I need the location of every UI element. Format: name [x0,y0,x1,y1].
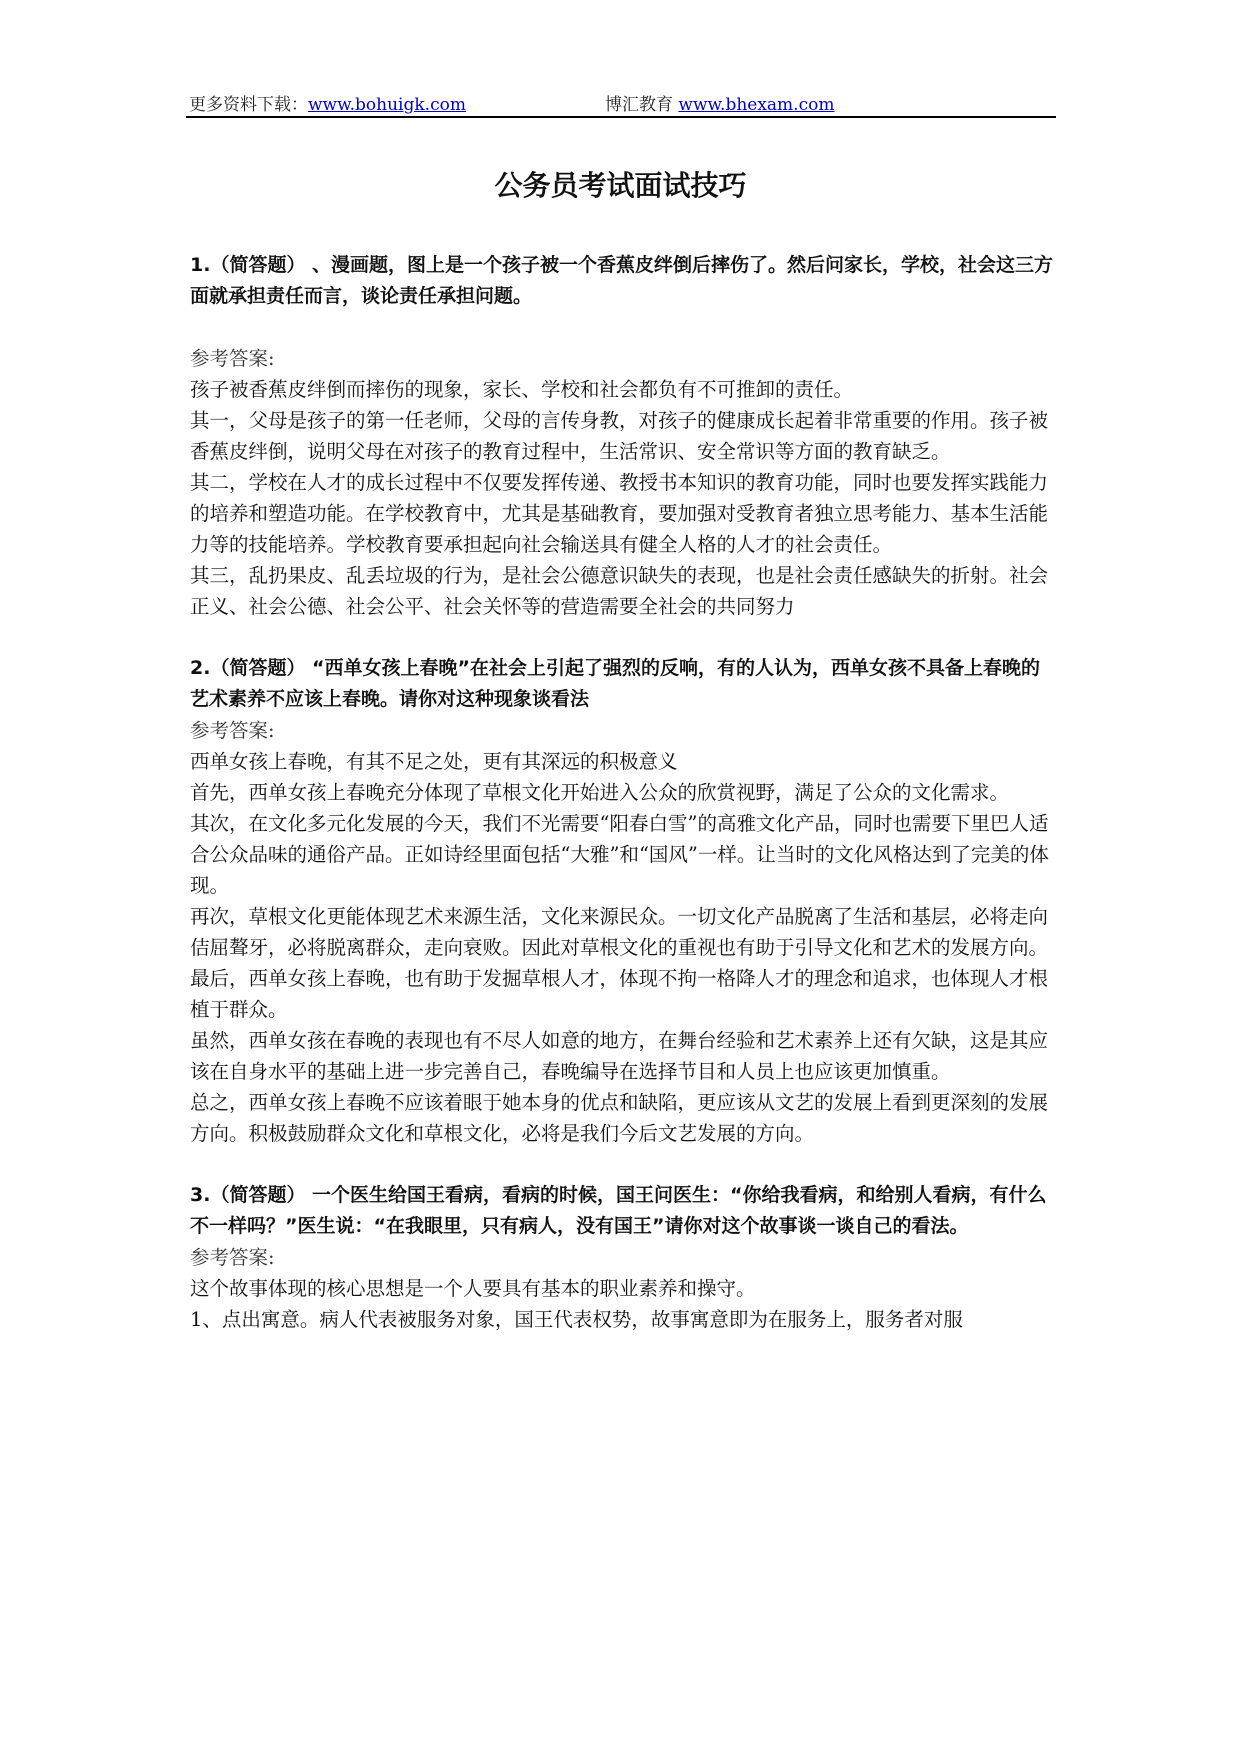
brand-info [605,90,834,115]
brand-label: 博汇教育 [605,95,679,115]
download-label: 更多资料下载： [189,95,308,115]
question-2: 2.（简答题） “西单女孩上春晚”在社会上引起了强烈的反响，有的人认为，西单女孩不具备上春晚的艺术素养不应该上春晚。请你对这种现象谈看法 [190,657,1041,710]
answer-1-paragraph: 其三，乱扔果皮、乱丢垃圾的行为，是社会公德意识缺失的表现，也是社会责任感缺失的折射。社会正义、社会公德、社会公平、社会关怀等的营造需要全社会的共同努力 [190,564,1049,618]
answer-2-paragraph: 其次，在文化多元化发展的今天，我们不光需要“阳春白雪”的高雅文化产品，同时也需要下里巴人适合公众品味的通俗产品。正如诗经里面包括“大雅”和“国风”一样。让当时的文化风格达到了完美的体现。 [190,812,1049,897]
page-title: 公务员考试面试技巧 [494,169,747,202]
answer-2-paragraph: 虽然，西单女孩在春晚的表现也有不尽人如意的地方，在舞台经验和艺术素养上还有欠缺，这是其应该在自身水平的基础上进一步完善自己，春晚编导在选择节目和人员上也应该更加慎重。 [190,1029,1049,1083]
bohuigk-link[interactable]: www.bohuigk.com [308,95,466,115]
answer-2-paragraph: 西单女孩上春晚，有其不足之处，更有其深远的积极意义 [190,750,678,773]
answer-1-paragraph: 孩子被香蕉皮绊倒而摔伤的现象，家长、学校和社会都负有不可推卸的责任。 [190,378,854,401]
answer-2-paragraph: 首先，西单女孩上春晚充分体现了草根文化开始进入公众的欣赏视野，满足了公众的文化需求。 [190,781,1010,804]
spacer [190,1149,1058,1180]
download-info [189,90,466,115]
question-1: 1.（简答题） 、漫画题，图上是一个孩子被一个香蕉皮绊倒后摔伤了。然后问家长，学校，社会这三方面就承担责任而言，谈论责任承担问题。 [190,254,1054,307]
document-body [190,250,1058,1335]
answer-3-paragraph: 1、点出寓意。病人代表被服务对象，国王代表权势，故事寓意即为在服务上，服务者对服 [190,1308,963,1331]
answer-1-paragraph: 其二，学校在人才的成长过程中不仅要发挥传递、教授书本知识的教育功能，同时也要发挥实践能力的培养和塑造功能。在学校教育中，尤其是基础教育，要加强对受教育者独立思考能力、基本生活能力等的技能培养。学校教育要承担起向社会输送具有健全人格的人才的社会责任。 [190,471,1049,556]
answer-label-3: 参考答案: [190,1246,275,1269]
answer-3-paragraph: 这个故事体现的核心思想是一个人要具有基本的职业素养和操守。 [190,1277,756,1300]
spacer [190,622,1058,653]
answer-1-paragraph: 其一，父母是孩子的第一任老师，父母的言传身教，对孩子的健康成长起着非常重要的作用。孩子被香蕉皮绊倒，说明父母在对孩子的教育过程中，生活常识、安全常识等方面的教育缺乏。 [190,409,1049,463]
bhexam-link[interactable]: www.bhexam.com [678,95,835,115]
question-3: 3.（简答题） 一个医生给国王看病，看病的时候，国王问医生：“你给我看病，和给别人看病，有什么不一样吗？”医生说：“在我眼里，只有病人，没有国王”请你对这个故事谈一谈自己的看法。 [190,1184,1047,1237]
answer-2-paragraph: 总之，西单女孩上春晚不应该着眼于她本身的优点和缺陷，更应该从文艺的发展上看到更深刻的发展方向。积极鼓励群众文化和草根文化，必将是我们今后文艺发展的方向。 [190,1091,1049,1145]
answer-label-1: 参考答案: [190,347,275,370]
answer-2-paragraph: 最后，西单女孩上春晚，也有助于发掘草根人才，体现不拘一格降人才的理念和追求，也体现人才根植于群众。 [190,967,1049,1021]
answer-label-2: 参考答案: [190,719,275,742]
answer-2-paragraph: 再次，草根文化更能体现艺术来源生活，文化来源民众。一切文化产品脱离了生活和基层，必将走向佶屈聱牙，必将脱离群众，走向衰败。因此对草根文化的重视也有助于引导文化和艺术的发展方向。 [190,905,1049,959]
page-header [186,88,1056,116]
header-divider [186,116,1056,118]
spacer [190,312,1058,343]
